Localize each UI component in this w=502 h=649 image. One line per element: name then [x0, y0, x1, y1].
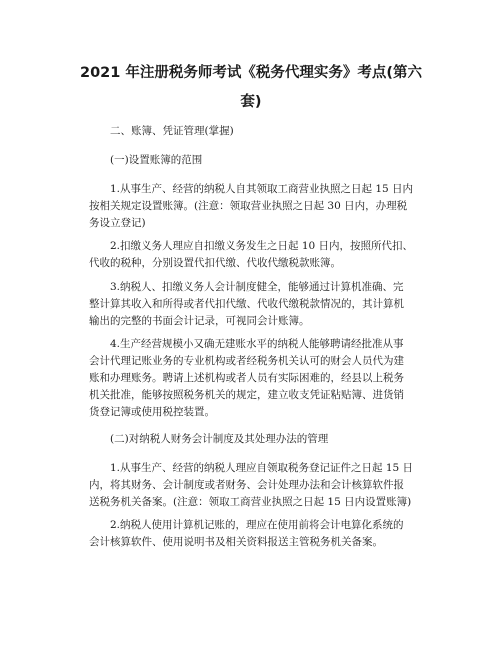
text-line: 输出的完整的书面会计记录，可视同会计账簿。: [89, 315, 310, 327]
text-line: (二)对纳税人财务会计制度及其处理办法的管理: [110, 433, 329, 445]
document-title-line-2: 套): [240, 94, 262, 110]
text-line: 1.从事生产、经营的纳税人理应自领取税务登记证件之日起 15 日: [110, 462, 414, 474]
section-heading-account-voucher: [89, 123, 429, 140]
text-line: 会计代理记账业务的专业机构或者经税务机关认可的财会人员代为建: [89, 355, 404, 367]
paragraph-item-4: [89, 336, 429, 421]
paragraph-item-5: [89, 460, 429, 511]
text-line: 账和办理账务。聘请上述机构或者人员有实际困难的，经县以上税务: [89, 372, 404, 384]
paragraph-item-1: [89, 181, 429, 232]
text-line: 4.生产经营规模小又确无建账水平的纳税人能够聘请经批准从事: [110, 338, 404, 350]
text-line: 整计算其收入和所得或者代扣代缴、代收代缴税款情况的，其计算机: [89, 298, 404, 310]
text-line: 会计核算软件、使用说明书及相关资料报送主管税务机关备案。: [89, 536, 383, 548]
document-title-line-1: 2021 年注册税务师考试《税务代理实务》考点(第六: [79, 65, 423, 81]
text-line: 二、账簿、凭证管理(掌握): [110, 125, 234, 137]
text-line: 代收的税种，分别设置代扣代缴、代收代缴税款账簿。: [89, 257, 341, 269]
text-line: 机关批准，能够按照税务机关的规定，建立收支凭证粘贴簿、进货销: [89, 389, 404, 401]
text-line: (一)设置账簿的范围: [110, 154, 203, 166]
text-line: 2.纳税人使用计算机记账的，理应在使用前将会计电算化系统的: [110, 519, 404, 531]
text-line: 务设立登记): [89, 217, 146, 229]
subsection-heading-accounting-system: [89, 431, 429, 448]
paragraph-item-6: [89, 517, 429, 551]
text-line: 3.纳税人、扣缴义务人会计制度健全，能够通过计算机准确、完: [110, 281, 404, 293]
text-line: 按相关规定设置账簿。(注意：领取营业执照之日起 30 日内，办理税: [89, 200, 408, 212]
subsection-heading-account-scope: [89, 152, 429, 169]
text-line: 1.从事生产、经营的纳税人自其领取工商营业执照之日起 15 日内: [110, 183, 414, 195]
paragraph-item-3: [89, 279, 429, 330]
text-line: 货登记簿或使用税控装置。: [89, 406, 215, 418]
text-line: 2.扣缴义务人理应自扣缴义务发生之日起 10 日内，按照所代扣、: [110, 240, 414, 252]
text-line: 送税务机关备案。(注意：领取工商营业执照之日起 15 日内设置账簿): [89, 496, 412, 508]
text-line: 内，将其财务、会计制度或者财务、会计处理办法和会计核算软件报: [89, 479, 404, 491]
paragraph-item-2: [89, 238, 429, 272]
